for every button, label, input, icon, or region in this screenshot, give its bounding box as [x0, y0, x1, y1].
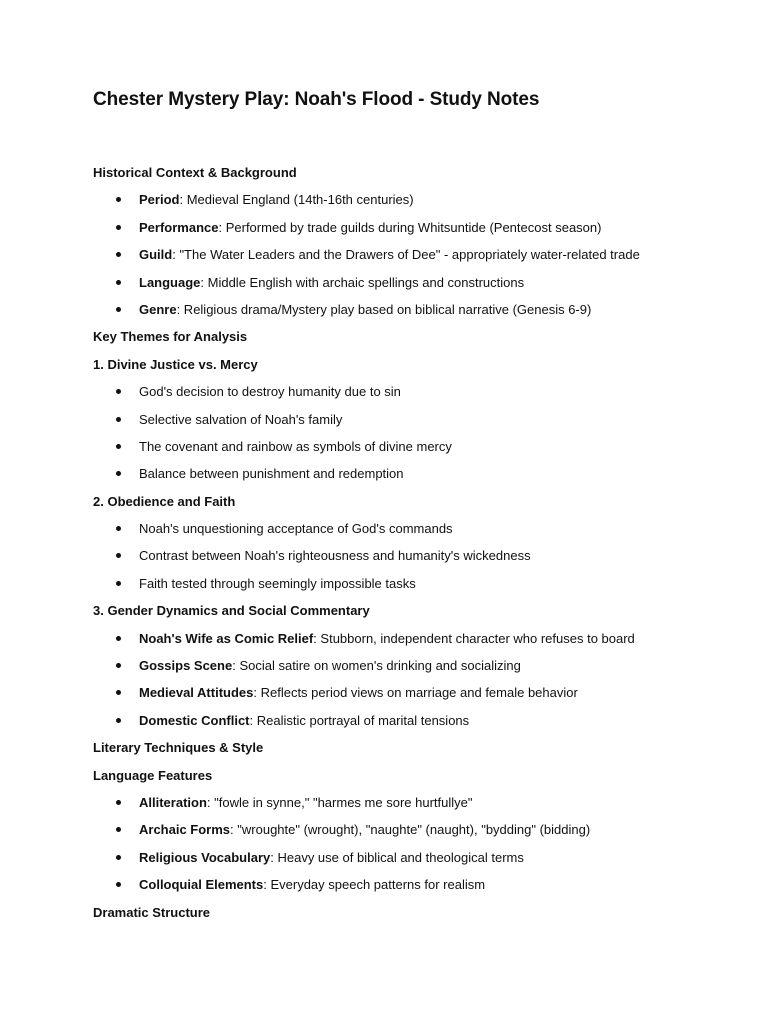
section-heading: 1. Divine Justice vs. Mercy — [93, 356, 258, 372]
item-text: : Realistic portrayal of marital tensions — [249, 712, 470, 728]
list-item — [93, 794, 733, 821]
bullet-icon — [116, 800, 121, 805]
bullet-list — [93, 794, 733, 904]
section-heading: Key Themes for Analysis — [93, 329, 248, 345]
bullet-list — [93, 191, 733, 328]
item-text: Faith tested through seemingly impossible tasks — [139, 575, 416, 591]
item-label: Religious Vocabulary — [139, 849, 271, 865]
list-item — [93, 383, 733, 410]
section-heading: Language Features — [93, 767, 213, 783]
item-text: : Middle English with archaic spellings and constructions — [200, 274, 525, 290]
item-label: Colloquial Elements — [139, 877, 264, 893]
bullet-icon — [116, 307, 121, 312]
bullet-icon — [116, 581, 121, 586]
list-item — [93, 657, 733, 684]
list-item — [93, 438, 733, 465]
bullet-icon — [116, 827, 121, 832]
item-text: : "fowle in synne," "harmes me sore hurtfullye" — [206, 794, 473, 810]
item-label: Performance — [139, 219, 219, 235]
section-heading: 2. Obedience and Faith — [93, 493, 236, 509]
item-text: Contrast between Noah's righteousness and humanity's wickedness — [139, 548, 531, 564]
document-body — [93, 164, 733, 931]
item-label: Alliteration — [139, 794, 207, 810]
list-item — [93, 821, 733, 848]
list-item — [93, 575, 733, 602]
list-item — [93, 465, 733, 492]
item-text: God's decision to destroy humanity due to sin — [139, 384, 401, 400]
item-text: Selective salvation of Noah's family — [139, 411, 343, 427]
section-heading: Dramatic Structure — [93, 904, 211, 920]
bullet-icon — [116, 553, 121, 558]
list-item — [93, 411, 733, 438]
item-label: Medieval Attitudes — [139, 685, 254, 701]
list-item — [93, 520, 733, 547]
document-page — [93, 88, 733, 931]
item-label: Language — [139, 274, 201, 290]
item-text: : Medieval England (14th-16th centuries) — [179, 192, 414, 208]
bullet-icon — [116, 526, 121, 531]
list-item — [93, 849, 733, 876]
bullet-list — [93, 630, 733, 740]
bullet-icon — [116, 471, 121, 476]
item-text: The covenant and rainbow as symbols of divine mercy — [139, 438, 452, 454]
item-label: Gossips Scene — [139, 658, 233, 674]
list-item — [93, 301, 733, 328]
item-text: : Everyday speech patterns for realism — [263, 877, 486, 893]
list-item — [93, 630, 733, 657]
bullet-icon — [116, 663, 121, 668]
item-text: : Stubborn, independent character who refuses to board — [313, 630, 635, 646]
list-item — [93, 246, 733, 273]
bullet-icon — [116, 197, 121, 202]
bullet-list — [93, 383, 733, 493]
item-text: : Social satire on women's drinking and socializing — [232, 658, 521, 674]
bullet-icon — [116, 225, 121, 230]
list-item — [93, 274, 733, 301]
bullet-icon — [116, 855, 121, 860]
list-item — [93, 712, 733, 739]
item-text: Balance between punishment and redemption — [139, 466, 404, 482]
bullet-icon — [116, 280, 121, 285]
bullet-icon — [116, 690, 121, 695]
bullet-icon — [116, 417, 121, 422]
section-heading: Historical Context & Background — [93, 165, 297, 180]
title-spacer — [93, 112, 733, 164]
item-label: Archaic Forms — [139, 822, 231, 838]
item-label: Genre — [139, 301, 177, 317]
list-item — [93, 684, 733, 711]
list-item — [93, 219, 733, 246]
item-label: Domestic Conflict — [139, 712, 250, 728]
bullet-icon — [116, 718, 121, 723]
bullet-icon — [116, 252, 121, 257]
bullet-list — [93, 520, 733, 602]
item-text: Noah's unquestioning acceptance of God's commands — [139, 521, 453, 537]
bullet-icon — [116, 882, 121, 887]
list-item — [93, 547, 733, 574]
bullet-icon — [116, 636, 121, 641]
item-text: : Performed by trade guilds during Whitsuntide (Pentecost season) — [218, 219, 602, 235]
item-text: : Religious drama/Mystery play based on biblical narrative (Genesis 6-9) — [176, 301, 592, 317]
section-heading: Literary Techniques & Style — [93, 740, 264, 756]
section-heading: 3. Gender Dynamics and Social Commentary — [93, 603, 370, 619]
item-text: : "wroughte" (wrought), "naughte" (naught), "bydding" (bidding) — [230, 822, 591, 838]
item-text: : Reflects period views on marriage and female behavior — [253, 685, 578, 701]
list-item — [93, 191, 733, 218]
item-label: Period — [139, 192, 180, 208]
item-text: : "The Water Leaders and the Drawers of Dee" - appropriately water-related trade — [172, 247, 640, 263]
item-label: Noah's Wife as Comic Relief — [139, 630, 314, 646]
page-title: Chester Mystery Play: Noah's Flood - Study Notes — [93, 89, 540, 110]
item-label: Guild — [139, 247, 173, 263]
bullet-icon — [116, 389, 121, 394]
bullet-icon — [116, 444, 121, 449]
item-text: : Heavy use of biblical and theological terms — [270, 849, 524, 865]
list-item — [93, 876, 733, 903]
